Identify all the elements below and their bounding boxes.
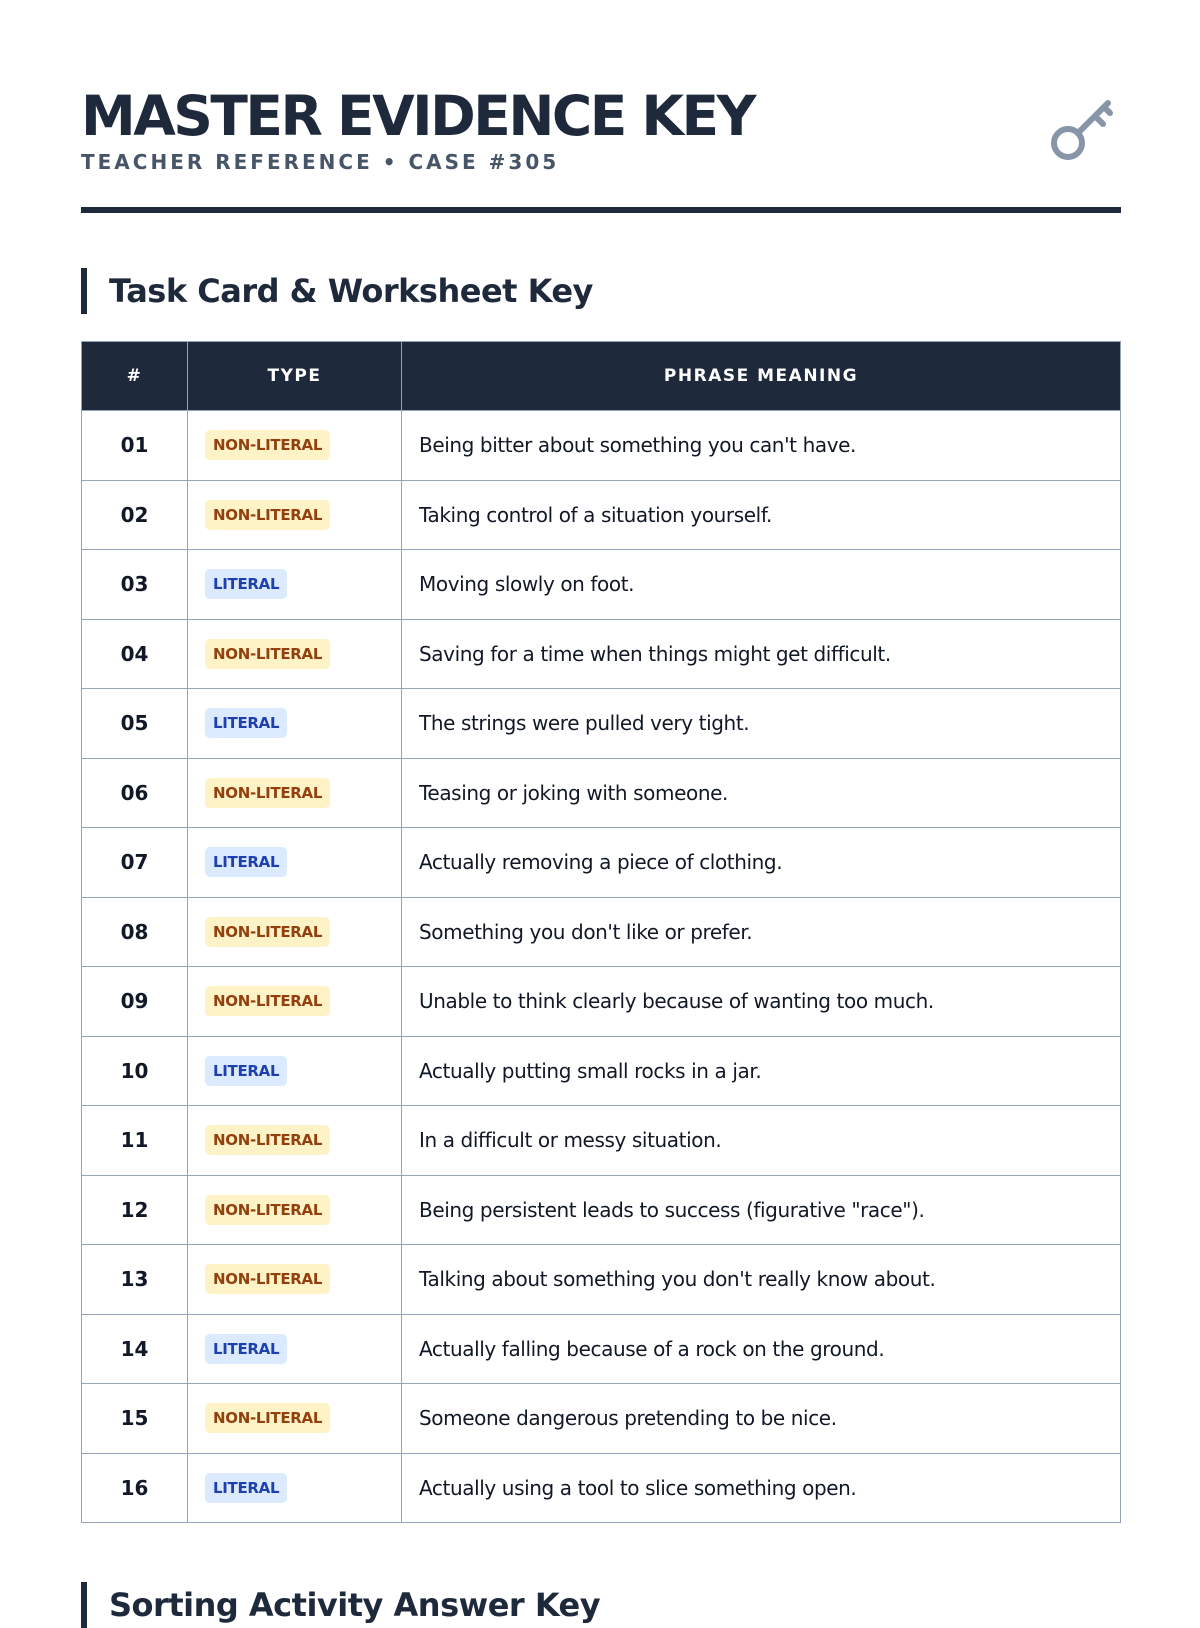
row-number: 16 (82, 1453, 188, 1523)
non-literal-badge: NON-LITERAL (205, 1403, 330, 1433)
table-row (82, 828, 1121, 898)
table-row (82, 1453, 1121, 1523)
row-phrase-meaning: Actually removing a piece of clothing. (402, 828, 1121, 898)
literal-badge: LITERAL (205, 1056, 287, 1086)
row-number: 08 (82, 897, 188, 967)
section-heading-text: Sorting Activity Answer Key (109, 1586, 601, 1624)
row-type-cell (188, 550, 402, 620)
literal-badge: LITERAL (205, 1473, 287, 1503)
row-phrase-meaning: Taking control of a situation yourself. (402, 480, 1121, 550)
row-type-cell (188, 1245, 402, 1315)
row-type-cell (188, 967, 402, 1037)
header-divider (81, 207, 1121, 213)
row-number: 02 (82, 480, 188, 550)
row-phrase-meaning: Unable to think clearly because of wanting too much. (402, 967, 1121, 1037)
row-phrase-meaning: Saving for a time when things might get difficult. (402, 619, 1121, 689)
row-number: 09 (82, 967, 188, 1037)
row-type-cell (188, 1453, 402, 1523)
row-type-cell (188, 828, 402, 898)
non-literal-badge: NON-LITERAL (205, 639, 330, 669)
literal-badge: LITERAL (205, 569, 287, 599)
row-type-cell (188, 1036, 402, 1106)
row-number: 05 (82, 689, 188, 759)
row-number: 12 (82, 1175, 188, 1245)
table-row (82, 1384, 1121, 1454)
row-type-cell (188, 1106, 402, 1176)
page-header (81, 84, 1121, 174)
row-number: 11 (82, 1106, 188, 1176)
section-heading-text: Task Card & Worksheet Key (109, 272, 593, 310)
non-literal-badge: NON-LITERAL (205, 917, 330, 947)
row-number: 04 (82, 619, 188, 689)
non-literal-badge: NON-LITERAL (205, 778, 330, 808)
literal-badge: LITERAL (205, 708, 287, 738)
key-icon (1050, 97, 1120, 163)
non-literal-badge: NON-LITERAL (205, 500, 330, 530)
row-type-cell (188, 689, 402, 759)
row-phrase-meaning: Being persistent leads to success (figurative "race"). (402, 1175, 1121, 1245)
table-row (82, 758, 1121, 828)
row-number: 10 (82, 1036, 188, 1106)
answer-key-table (81, 341, 1121, 1523)
section-accent-bar (81, 1582, 87, 1628)
page-title: MASTER EVIDENCE KEY (81, 84, 754, 148)
row-number: 01 (82, 411, 188, 481)
row-type-cell (188, 1384, 402, 1454)
table-row (82, 411, 1121, 481)
row-phrase-meaning: Talking about something you don't really know about. (402, 1245, 1121, 1315)
table-row (82, 897, 1121, 967)
literal-badge: LITERAL (205, 1334, 287, 1364)
row-type-cell (188, 619, 402, 689)
section-heading-sorting-activity (81, 1582, 600, 1628)
row-type-cell (188, 411, 402, 481)
table-row (82, 967, 1121, 1037)
row-number: 07 (82, 828, 188, 898)
section-accent-bar (81, 268, 87, 314)
row-type-cell (188, 480, 402, 550)
row-number: 13 (82, 1245, 188, 1315)
row-number: 14 (82, 1314, 188, 1384)
page-subtitle: TEACHER REFERENCE • CASE #305 (81, 150, 560, 174)
column-header-phrase-meaning: PHRASE MEANING (402, 342, 1121, 411)
table-row (82, 619, 1121, 689)
row-phrase-meaning: Actually using a tool to slice something open. (402, 1453, 1121, 1523)
row-number: 03 (82, 550, 188, 620)
row-phrase-meaning: Actually falling because of a rock on the ground. (402, 1314, 1121, 1384)
row-number: 06 (82, 758, 188, 828)
row-number: 15 (82, 1384, 188, 1454)
non-literal-badge: NON-LITERAL (205, 430, 330, 460)
non-literal-badge: NON-LITERAL (205, 986, 330, 1016)
literal-badge: LITERAL (205, 847, 287, 877)
row-type-cell (188, 1175, 402, 1245)
column-header-number: # (82, 342, 188, 411)
row-phrase-meaning: Actually putting small rocks in a jar. (402, 1036, 1121, 1106)
row-type-cell (188, 758, 402, 828)
table-header-row (82, 342, 1121, 411)
non-literal-badge: NON-LITERAL (205, 1195, 330, 1225)
table-row (82, 480, 1121, 550)
row-phrase-meaning: In a difficult or messy situation. (402, 1106, 1121, 1176)
row-phrase-meaning: Teasing or joking with someone. (402, 758, 1121, 828)
table-row (82, 1036, 1121, 1106)
row-phrase-meaning: Something you don't like or prefer. (402, 897, 1121, 967)
column-header-type: TYPE (188, 342, 402, 411)
row-type-cell (188, 897, 402, 967)
row-phrase-meaning: Someone dangerous pretending to be nice. (402, 1384, 1121, 1454)
row-phrase-meaning: The strings were pulled very tight. (402, 689, 1121, 759)
table-row (82, 550, 1121, 620)
table-row (82, 1175, 1121, 1245)
non-literal-badge: NON-LITERAL (205, 1264, 330, 1294)
row-phrase-meaning: Moving slowly on foot. (402, 550, 1121, 620)
table-row (82, 1106, 1121, 1176)
row-type-cell (188, 1314, 402, 1384)
non-literal-badge: NON-LITERAL (205, 1125, 330, 1155)
section-heading-task-card (81, 268, 593, 314)
table-row (82, 1314, 1121, 1384)
table-row (82, 689, 1121, 759)
row-phrase-meaning: Being bitter about something you can't have. (402, 411, 1121, 481)
table-row (82, 1245, 1121, 1315)
